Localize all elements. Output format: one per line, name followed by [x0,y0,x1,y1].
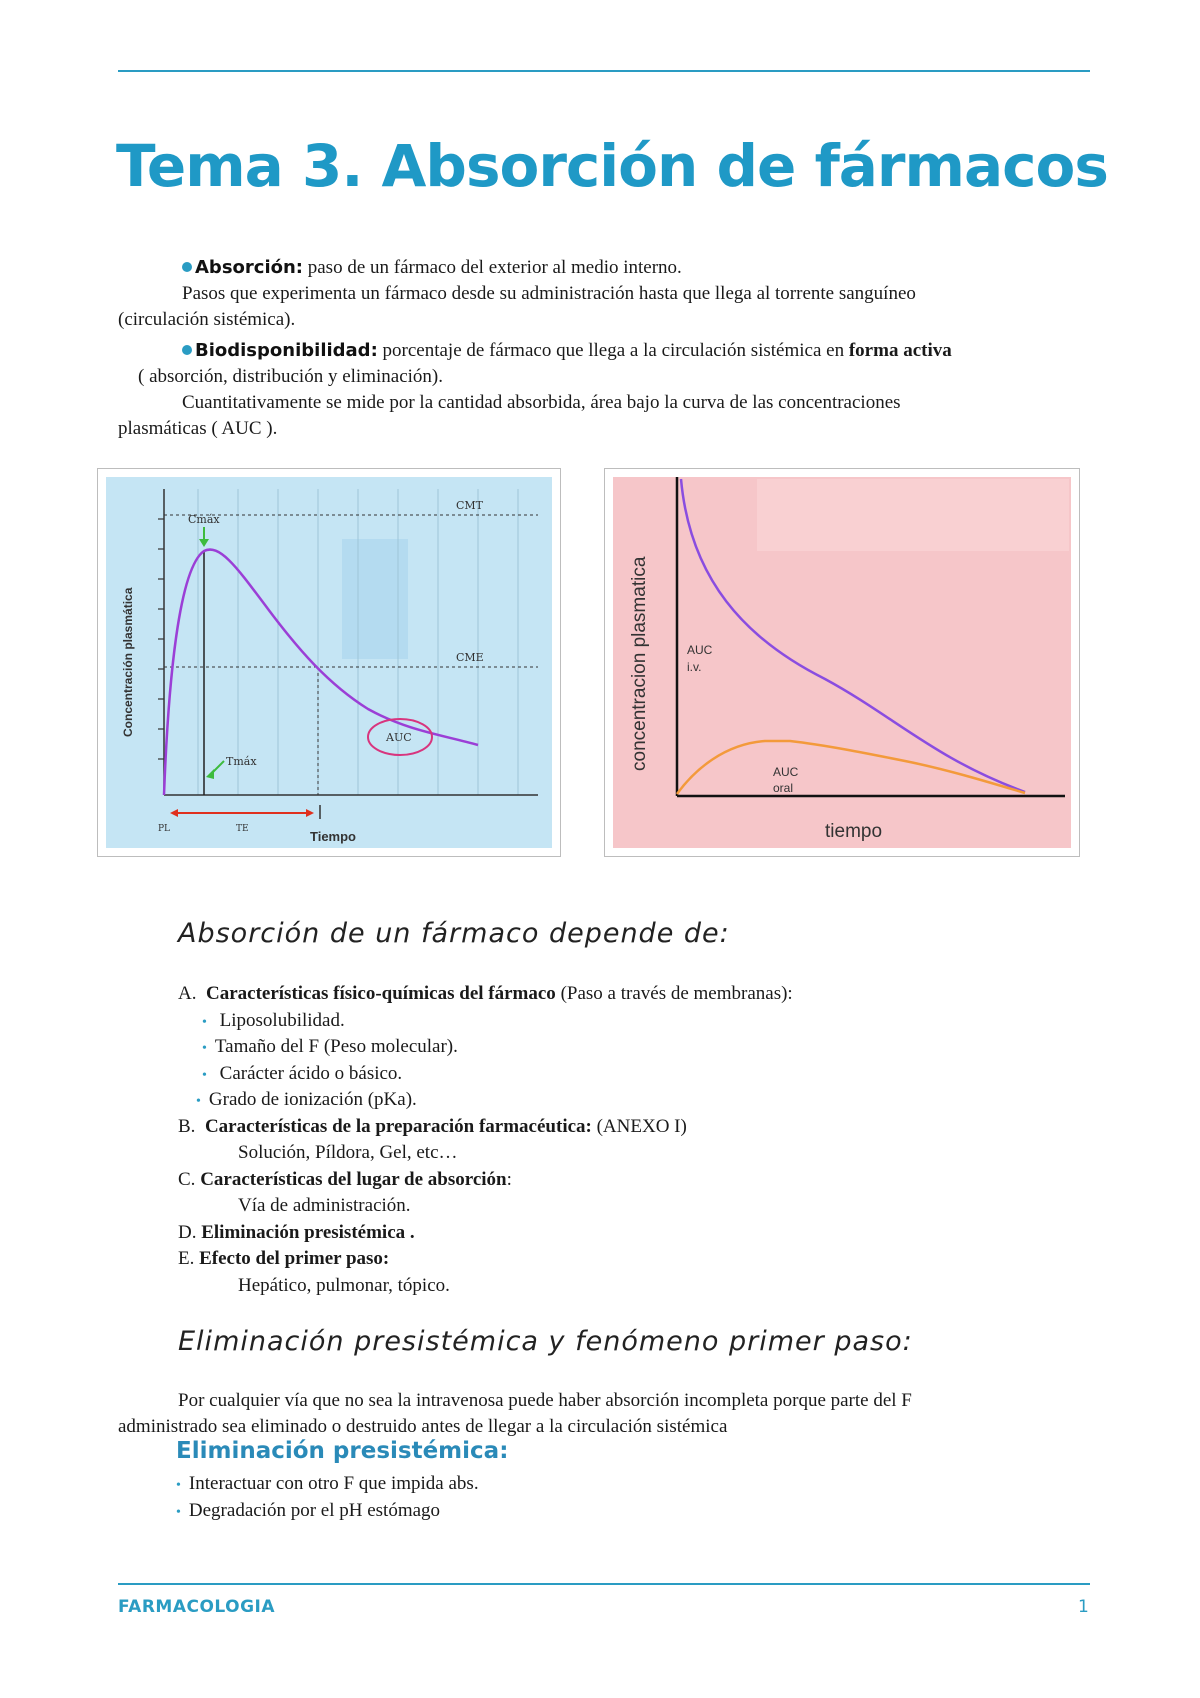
item-a [178,981,793,1008]
auc-iv-sub: i.v. [687,660,702,674]
bullet-icon: • [202,1067,207,1083]
item-c-detail: Vía de administración. [238,1195,411,1216]
pl-label: PL [158,824,171,834]
item-a-sub-text: Grado de ionización (pKa). [208,1089,417,1110]
eliminacion-paragraph [118,1388,1090,1440]
item-c-rest: : [506,1168,512,1190]
item-a-sub-1 [178,1034,793,1061]
te-label: TE [236,824,249,834]
cmax-label: Cmáx [188,513,220,526]
pharmacokinetic-curve-figure [97,468,561,857]
cmt-label: CMT [456,499,484,512]
item-a-sub-text: Tamaño del F (Peso molecular). [214,1036,458,1057]
depende-heading: Absorción de un fármaco depende de: [178,918,730,949]
item-a-bold: Características físico-químicas del fármaco [205,983,556,1004]
absorcion-line2: Pasos que experimenta un fármaco desde su administración hasta que llega al torrente sanguíneo [182,283,916,304]
biodisponibilidad-definition [182,338,952,364]
item-b-label: B. [178,1115,196,1137]
header-rule [118,70,1090,72]
eliminacion-para-line1: Por cualquier vía que no sea la intravenosa puede haber absorción incompleta porque parte del F [178,1390,912,1411]
footer-rule [118,1583,1090,1585]
eliminacion-item-0 [176,1471,479,1498]
figure2-highlight [757,479,1069,551]
auc-oral-label: AUC [773,765,799,779]
bullet-icon: • [202,1014,207,1030]
item-a-label: A. [178,983,197,1004]
absorcion-line3: (circulación sistémica). [118,309,296,330]
eliminacion-list [176,1471,479,1524]
auc-comparison-figure [604,468,1080,857]
figure2-xlabel: tiempo [825,821,883,842]
absorcion-definition [182,255,682,281]
item-a-sub-2 [178,1061,793,1088]
item-b [178,1114,793,1141]
biodisponibilidad-line3: Cuantitativamente se mide por la cantidad absorbida, área bajo la curva de las concentraciones [182,392,901,413]
item-b-rest: (ANEXO I) [591,1115,687,1137]
cme-label: CME [456,651,484,664]
biodisponibilidad-line4: plasmáticas ( AUC ). [118,418,278,439]
figure2-ylabel: concentracion plasmatica [629,556,650,771]
item-a-sub-0 [178,1008,793,1035]
figure1-xlabel: Tiempo [310,829,356,844]
item-d-bold: Eliminación presistémica . [201,1221,415,1243]
eliminacion-item-text: Degradación por el pH estómago [188,1499,441,1521]
absorcion-def-text: paso de un fármaco del exterior al medio interno. [303,257,682,278]
eliminacion-item-text: Interactuar con otro F que impida abs. [188,1473,479,1494]
eliminacion-para-line2: administrado sea eliminado o destruido antes de llegar a la circulación sistémica [118,1416,728,1437]
item-c [178,1167,793,1194]
eliminacion-subheading: Eliminación presistémica: [176,1438,509,1464]
eliminacion-heading: Eliminación presistémica y fenómeno primer paso: [178,1326,913,1357]
item-b-bold: Características de la preparación farmacéutica: [204,1115,592,1137]
tmax-label: Tmáx [226,755,257,768]
bullet-icon: • [202,1041,207,1056]
footer-subject: FARMACOLOGIA [118,1597,276,1617]
bullet-icon [182,345,192,355]
auc-iv-label: AUC [687,643,713,657]
item-c-label: C. [178,1168,196,1190]
figure1-ylabel: Concentración plasmática [121,587,135,737]
biodisponibilidad-line2: ( absorción, distribución y eliminación). [138,366,443,387]
auc-oral-sub: oral [773,781,794,795]
bullet-icon: • [176,1478,181,1493]
absorcion-term: Absorción: [195,257,303,278]
eliminacion-item-1 [176,1498,479,1525]
item-a-sub-3 [178,1087,793,1114]
item-a-rest: (Paso a través de membranas): [555,983,793,1004]
item-b-detail: Solución, Píldora, Gel, etc… [238,1142,458,1163]
item-e-bold: Efecto del primer paso: [199,1248,390,1269]
item-e [178,1246,793,1273]
item-e-detail: Hepático, pulmonar, tópico. [238,1274,450,1296]
bullet-icon [182,262,192,272]
item-a-sub-text: Carácter ácido o básico. [219,1062,403,1084]
page-title: Tema 3. Absorción de fármacos [116,132,1108,200]
item-a-sub-text: Liposolubilidad. [219,1009,345,1031]
page-number: 1 [1078,1597,1089,1617]
item-d-label: D. [178,1221,197,1243]
item-c-bold: Características del lugar de absorción [200,1168,507,1190]
biodisponibilidad-term: Biodisponibilidad: [195,340,378,361]
bullet-icon: • [196,1094,201,1109]
item-d [178,1220,793,1247]
depende-list [178,981,793,1299]
forma-activa-text: forma activa [848,340,952,361]
biodisponibilidad-def-text: porcentaje de fármaco que llega a la circulación sistémica en [377,340,849,361]
auc-label: AUC [386,731,412,744]
item-e-label: E. [178,1248,195,1269]
bullet-icon: • [176,1504,181,1520]
